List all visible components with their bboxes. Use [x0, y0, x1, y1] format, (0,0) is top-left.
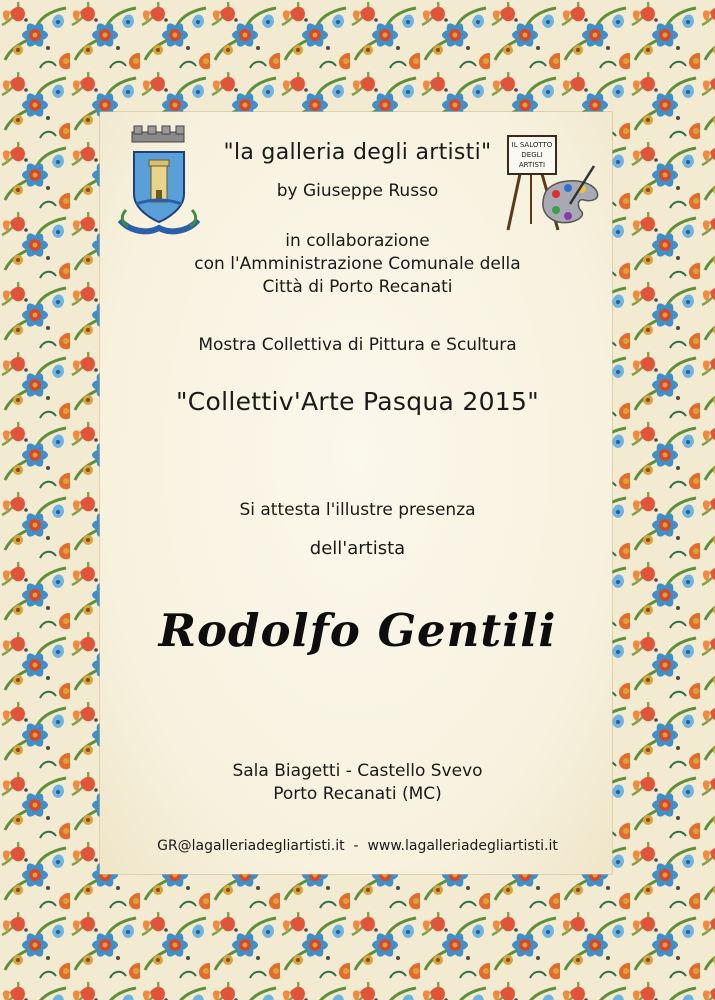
collaboration-line-2: con l'Amministrazione Comunale della [194, 254, 521, 274]
exhibition-title: "Collettiv'Arte Pasqua 2015" [175, 387, 540, 416]
certificate-body [100, 0, 615, 1000]
collaboration-block [100, 230, 615, 299]
svg-text:IL SALOTTO: IL SALOTTO [511, 141, 553, 149]
artist-label: dell'artista [309, 538, 406, 559]
artist-name: Rodolfo Gentili [158, 604, 557, 657]
contact-footer: GR@lagalleriadegliartisti.it - www.lagalleriadegliartisti.it [157, 838, 558, 854]
venue-line-2: Porto Recanati (MC) [273, 784, 442, 804]
attestation-statement: Si attesta l'illustre presenza [239, 500, 476, 520]
collaboration-line-3: Città di Porto Recanati [262, 277, 453, 297]
exhibition-type: Mostra Collettiva di Pittura e Scultura [198, 335, 517, 355]
svg-text:DEGLI: DEGLI [521, 151, 543, 159]
venue-block [100, 760, 615, 806]
collaboration-line-1: in collaborazione [285, 231, 430, 251]
organizer-byline: by Giuseppe Russo [276, 181, 439, 201]
venue-line-1: Sala Biagetti - Castello Svevo [232, 761, 483, 781]
svg-text:ARTISTI: ARTISTI [518, 161, 546, 169]
gallery-name: "la galleria degli artisti" [223, 140, 492, 165]
